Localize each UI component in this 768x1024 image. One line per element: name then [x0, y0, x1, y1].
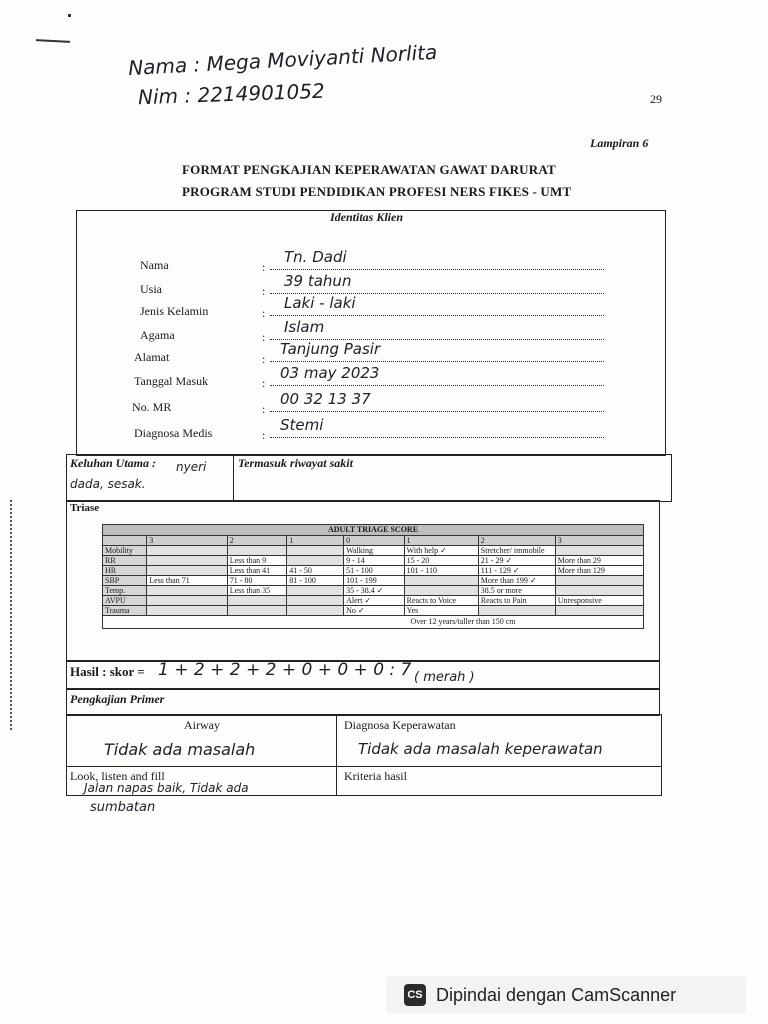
triage-table-title: ADULT TRIAGE SCORE: [102, 524, 644, 535]
identitas-field-label: Agama: [140, 328, 175, 342]
triage-cell: With help ✓: [404, 546, 478, 556]
triage-cell: More than 199 ✓: [478, 576, 555, 586]
triage-cell: [287, 546, 344, 556]
triage-cell: [147, 596, 227, 606]
triage-param: Temp.: [103, 586, 147, 596]
identitas-field-label: Alamat: [134, 350, 170, 364]
identitas-dotted-line: [270, 315, 604, 316]
page-number: 29: [650, 92, 662, 106]
triage-cell: [147, 586, 227, 596]
identitas-field-value: 03 may 2023: [280, 364, 380, 382]
identitas-field-value: Laki - laki: [284, 294, 356, 312]
identitas-dotted-line: [270, 269, 604, 270]
look-value-line1: Jalan napas baik, Tidak ada: [84, 781, 249, 795]
identitas-colon: :: [262, 306, 266, 320]
triage-score-header: 2: [478, 536, 555, 546]
triage-header-cell: [103, 536, 147, 546]
identitas-dotted-line: [270, 411, 604, 412]
triage-cell: [287, 606, 344, 616]
identitas-field-label: Nama: [140, 258, 169, 272]
triage-cell: 9 - 14: [344, 556, 405, 566]
keluhan-value: nyeri dada, sesak.: [70, 460, 207, 491]
triage-row: [103, 606, 644, 616]
identitas-colon: :: [262, 284, 266, 298]
student-name-value: Mega Moviyanti Norlita: [205, 39, 438, 76]
triage-cell: 15 - 20: [404, 556, 478, 566]
triage-row: [103, 546, 644, 556]
identitas-dotted-line: [270, 385, 604, 386]
identitas-colon: :: [262, 376, 266, 390]
triage-cell: 101 - 110: [404, 566, 478, 576]
form-title: FORMAT PENGKAJIAN KEPERAWATAN GAWAT DARURAT: [182, 162, 556, 177]
identitas-colon: :: [262, 260, 266, 274]
identitas-field-value: Stemi: [280, 416, 324, 434]
triage-cell: [227, 546, 287, 556]
triage-table-footer: Over 12 years/taller than 150 cm: [102, 616, 644, 629]
identitas-colon: :: [262, 428, 266, 442]
triage-cell: Less than 71: [147, 576, 227, 586]
triage-cell: Less than 9: [227, 556, 287, 566]
triage-cell: [404, 576, 478, 586]
triase-label: Triase: [70, 502, 100, 514]
identitas-dotted-line: [270, 437, 604, 438]
appendix-label: Lampiran 6: [590, 136, 649, 150]
triage-param: Trauma: [103, 606, 147, 616]
keluhan-label: Keluhan Utama :: [70, 456, 157, 470]
triage-cell: [555, 586, 643, 596]
triage-cell: [555, 606, 643, 616]
hasil-note: ( merah ): [414, 670, 475, 685]
keluhan-divider: [233, 454, 234, 502]
kriteria-label: Kriteria hasil: [344, 769, 407, 783]
triage-score-header: 2: [227, 536, 287, 546]
triage-score-header: 1: [404, 536, 478, 546]
identitas-dotted-line: [270, 361, 604, 362]
triage-cell: [227, 606, 287, 616]
triage-cell: [147, 546, 227, 556]
identitas-field-label: Usia: [140, 282, 162, 296]
triage-row: [103, 586, 644, 596]
primer-row-divider: [66, 766, 662, 767]
triage-param: SBP: [103, 576, 147, 586]
identitas-colon: :: [262, 402, 266, 416]
student-nim-label: Nim :: [137, 83, 192, 110]
hasil-value: 1 + 2 + 2 + 2 + 0 + 0 + 0 : 7: [158, 660, 412, 680]
triage-cell: [555, 576, 643, 586]
triage-param: RR: [103, 556, 147, 566]
triage-cell: [287, 586, 344, 596]
triage-row: [103, 596, 644, 606]
hasil-label: Hasil : skor =: [70, 664, 145, 679]
triage-param: HR: [103, 566, 147, 576]
triage-cell: [147, 566, 227, 576]
primer-divider: [336, 714, 337, 796]
scan-speck: [68, 14, 71, 17]
identitas-field-label: No. MR: [132, 400, 172, 414]
triage-cell: Walking: [344, 546, 405, 556]
triage-cell: More than 29: [555, 556, 643, 566]
triage-cell: [555, 546, 643, 556]
triage-cell: No ✓: [344, 606, 405, 616]
identitas-field-label: Tanggal Masuk: [134, 374, 209, 388]
triage-cell: [287, 556, 344, 566]
camscanner-text: Dipindai dengan CamScanner: [436, 984, 677, 1005]
student-nim-value: 2214901052: [197, 78, 326, 108]
triage-cell: Less than 41: [227, 566, 287, 576]
triage-cell: [227, 596, 287, 606]
triage-cell: [478, 606, 555, 616]
triage-cell: Reacts to Pain: [478, 596, 555, 606]
triage-row: [103, 556, 644, 566]
triage-table-wrap: [102, 524, 644, 629]
triage-score-header: 0: [344, 536, 405, 546]
identitas-field-label: Diagnosa Medis: [134, 426, 213, 440]
camscanner-logo: CS: [404, 984, 426, 1006]
triage-cell: Reacts to Voice: [404, 596, 478, 606]
identitas-field-value: Islam: [284, 318, 325, 336]
look-label: Look, listen and fill: [70, 769, 165, 783]
triage-cell: 35 - 38.4 ✓: [344, 586, 405, 596]
triage-score-header: 1: [287, 536, 344, 546]
triage-cell: 38.5 or more: [478, 586, 555, 596]
identitas-heading: Identitas Klien: [330, 210, 404, 224]
triage-table: [102, 535, 644, 616]
identitas-field-value: Tanjung Pasir: [280, 340, 381, 358]
triage-cell: Less than 35: [227, 586, 287, 596]
triage-cell: Unresponsive: [555, 596, 643, 606]
triage-cell: 71 - 80: [227, 576, 287, 586]
identitas-colon: :: [262, 352, 266, 366]
student-nim-line: [138, 79, 325, 110]
triage-cell: 81 - 100: [287, 576, 344, 586]
triage-cell: Alert ✓: [344, 596, 405, 606]
form-subtitle: PROGRAM STUDI PENDIDIKAN PROFESI NERS FIKES - UMT: [182, 184, 572, 199]
camscanner-banner: [386, 976, 746, 1014]
primer-heading: Pengkajian Primer: [70, 692, 165, 706]
airway-label: Airway: [184, 718, 220, 732]
triage-param: AVPU: [103, 596, 147, 606]
triage-row: [103, 566, 644, 576]
student-name-label: Nama :: [127, 52, 201, 81]
triage-cell: 101 - 199: [344, 576, 405, 586]
look-value-line2: sumbatan: [90, 800, 156, 815]
identitas-field-value: Tn. Dadi: [284, 248, 347, 266]
student-name-line: [128, 40, 438, 80]
identitas-field-label: Jenis Kelamin: [140, 304, 209, 318]
identitas-field-value: 39 tahun: [284, 272, 352, 290]
triage-cell: [147, 606, 227, 616]
scan-margin-marks: [10, 500, 16, 730]
triage-score-header-row: [103, 536, 644, 546]
triage-cell: More than 129: [555, 566, 643, 576]
triage-cell: [147, 556, 227, 566]
triage-cell: 41 - 50: [287, 566, 344, 576]
scan-speck: [36, 39, 70, 43]
identitas-colon: :: [262, 330, 266, 344]
triage-param: Mobility: [103, 546, 147, 556]
triage-cell: Stretcher/ immobile: [478, 546, 555, 556]
airway-value: Tidak ada masalah: [104, 740, 256, 759]
riwayat-label: Termasuk riwayat sakit: [238, 456, 353, 470]
triage-score-header: 3: [555, 536, 643, 546]
triage-row: [103, 576, 644, 586]
triage-cell: Yes: [404, 606, 478, 616]
triage-cell: 111 - 129 ✓: [478, 566, 555, 576]
diagnosa-label: Diagnosa Keperawatan: [344, 718, 456, 732]
triage-cell: 21 - 29 ✓: [478, 556, 555, 566]
triage-score-header: 3: [147, 536, 227, 546]
triage-cell: [404, 586, 478, 596]
identitas-field-value: 00 32 13 37: [280, 390, 371, 408]
triage-cell: 51 - 100: [344, 566, 405, 576]
diagnosa-value: Tidak ada masalah keperawatan: [358, 740, 603, 758]
triage-cell: [287, 596, 344, 606]
